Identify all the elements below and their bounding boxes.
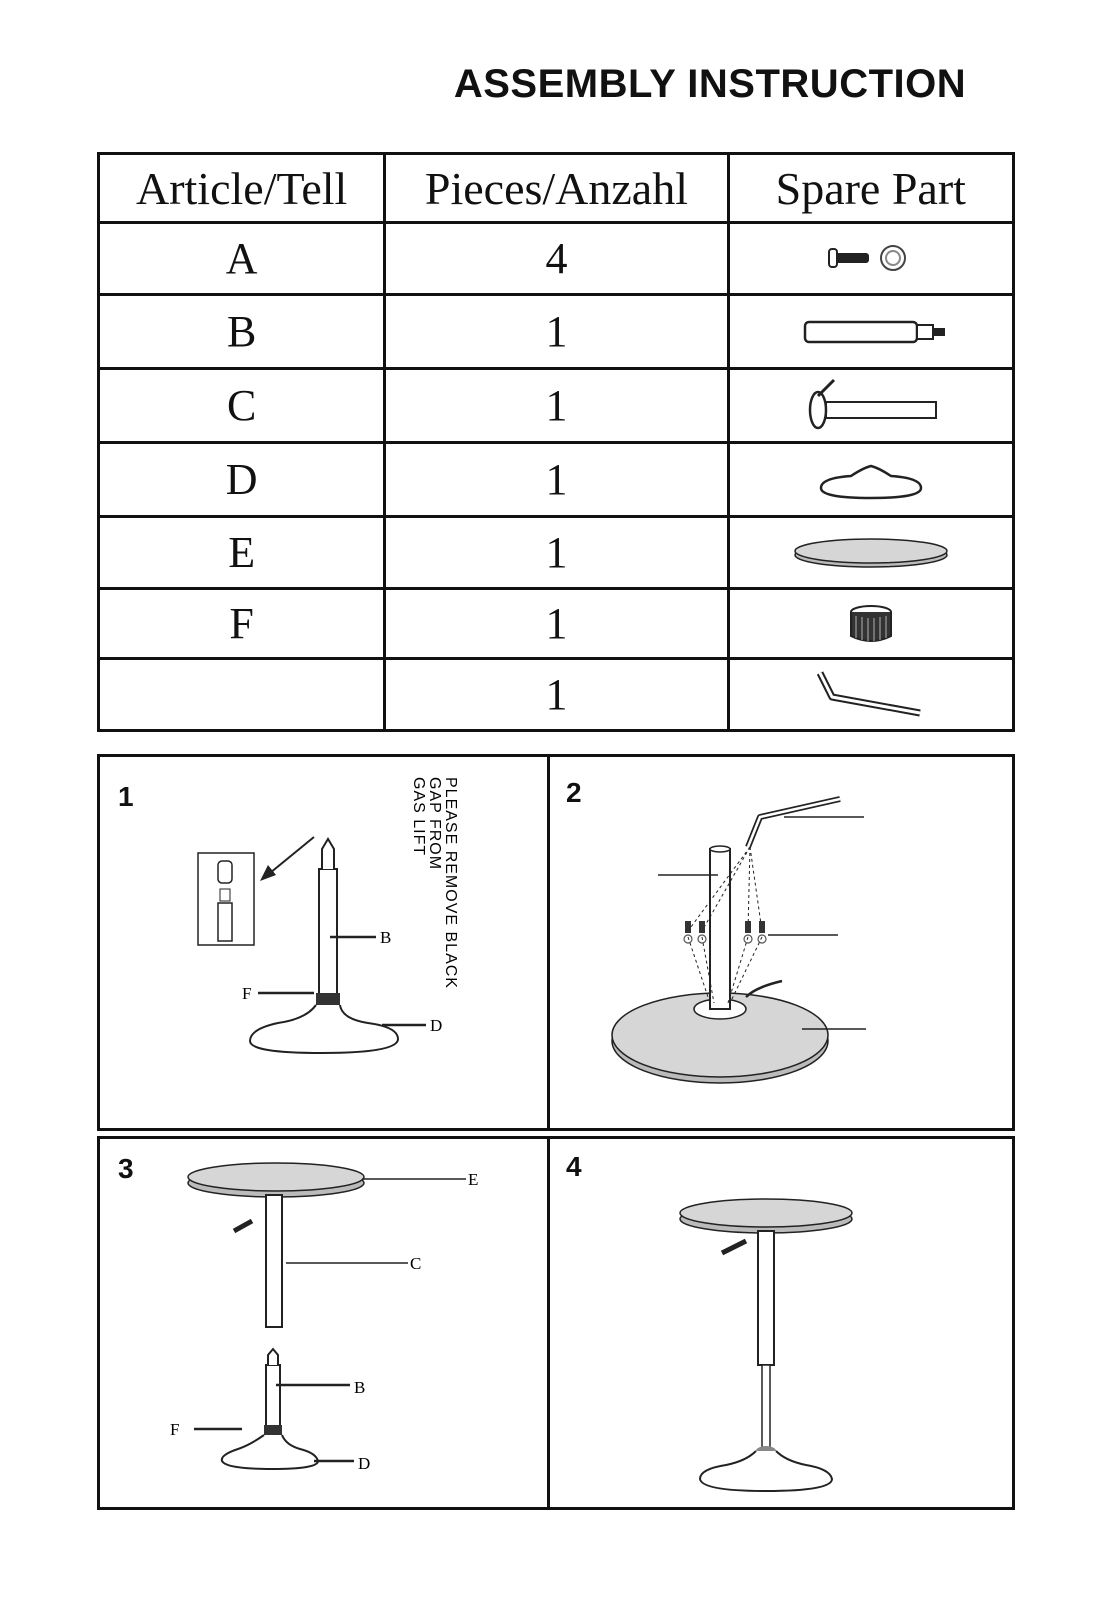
allen-key-icon bbox=[806, 665, 936, 725]
header-spare-part: Spare Part bbox=[728, 154, 1013, 223]
pieces-cell: 4 bbox=[385, 223, 728, 295]
step-1-diagram bbox=[100, 757, 547, 1128]
article-cell: A bbox=[99, 223, 385, 295]
label-e: E bbox=[468, 1170, 479, 1189]
article-cell: E bbox=[99, 517, 385, 589]
table-row bbox=[99, 369, 1014, 443]
spare-part-cell bbox=[728, 589, 1013, 659]
pieces-cell: 1 bbox=[385, 589, 728, 659]
spare-part-cell bbox=[728, 443, 1013, 517]
article-cell: F bbox=[99, 589, 385, 659]
column-with-lever-icon bbox=[796, 376, 946, 436]
spare-part-cell bbox=[728, 659, 1013, 731]
step-3-panel bbox=[100, 1139, 547, 1507]
table-row bbox=[99, 517, 1014, 589]
note-line: GAS LIFT bbox=[410, 777, 427, 857]
header-pieces: Pieces/Anzahl bbox=[385, 154, 728, 223]
table-row bbox=[99, 443, 1014, 517]
step-2-diagram bbox=[550, 757, 1012, 1128]
article-cell: B bbox=[99, 295, 385, 369]
article-cell: D bbox=[99, 443, 385, 517]
label-b: B bbox=[380, 928, 392, 947]
table-row bbox=[99, 223, 1014, 295]
step-number: 1 bbox=[118, 781, 134, 812]
gas-lift-note bbox=[410, 777, 459, 989]
pieces-cell: 1 bbox=[385, 369, 728, 443]
step-number: 2 bbox=[566, 777, 582, 808]
spare-part-cell bbox=[728, 369, 1013, 443]
spare-part-cell bbox=[728, 223, 1013, 295]
pieces-cell: 1 bbox=[385, 443, 728, 517]
round-table-top-icon bbox=[786, 533, 956, 573]
step-number: 3 bbox=[118, 1153, 134, 1184]
step-2-panel bbox=[550, 757, 1012, 1128]
parts-table bbox=[97, 152, 1015, 732]
bolt-washer-icon bbox=[801, 239, 941, 279]
step-3-diagram bbox=[100, 1139, 547, 1507]
step-4-diagram bbox=[550, 1139, 1012, 1507]
pieces-cell: 1 bbox=[385, 295, 728, 369]
step-number: 4 bbox=[566, 1151, 582, 1182]
page-title: ASSEMBLY INSTRUCTION bbox=[453, 62, 967, 106]
label-d: D bbox=[358, 1454, 371, 1473]
steps-row-1 bbox=[97, 754, 1015, 1131]
note-line: PLEASE REMOVE BLACK bbox=[442, 777, 459, 989]
table-header-row bbox=[99, 154, 1014, 223]
spare-part-cell bbox=[728, 295, 1013, 369]
table-row bbox=[99, 659, 1014, 731]
gas-lift-cylinder-icon bbox=[791, 312, 951, 352]
pieces-cell: 1 bbox=[385, 659, 728, 731]
step-4-panel bbox=[550, 1139, 1012, 1507]
steps-row-2 bbox=[97, 1136, 1015, 1510]
note-line: GAP FROM bbox=[426, 777, 443, 871]
base-cover-icon bbox=[811, 458, 931, 502]
header-article: Article/Tell bbox=[99, 154, 385, 223]
label-d: D bbox=[430, 1016, 443, 1035]
table-row bbox=[99, 295, 1014, 369]
article-cell bbox=[99, 659, 385, 731]
table-row bbox=[99, 589, 1014, 659]
label-f: F bbox=[242, 984, 252, 1003]
article-cell: C bbox=[99, 369, 385, 443]
label-c: C bbox=[410, 1254, 422, 1273]
label-f: F bbox=[170, 1420, 180, 1439]
step-1-panel bbox=[100, 757, 547, 1128]
label-b: B bbox=[354, 1378, 366, 1397]
spare-part-cell bbox=[728, 517, 1013, 589]
pieces-cell: 1 bbox=[385, 517, 728, 589]
ring-nut-icon bbox=[836, 600, 906, 648]
